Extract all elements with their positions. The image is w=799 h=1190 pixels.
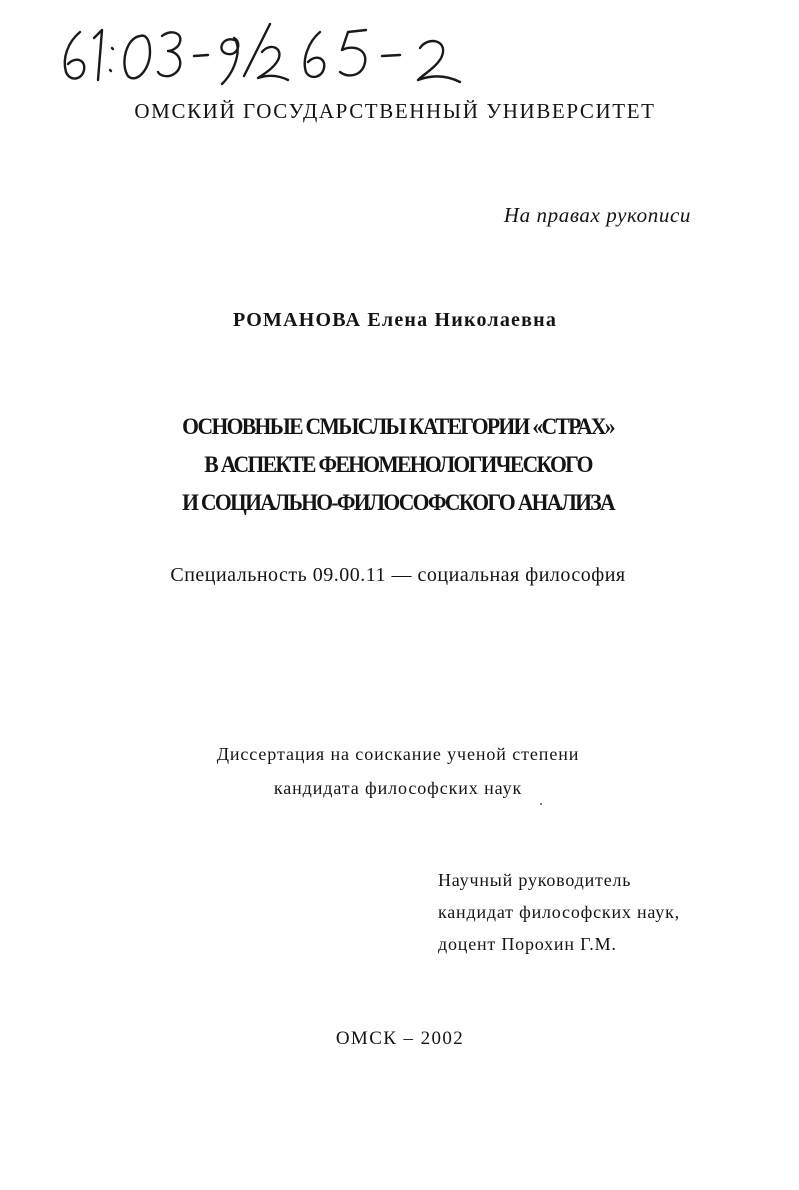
degree-statement-line: кандидата философских наук — [273, 778, 523, 798]
specialty-line: Специальность 09.00.11 — социальная философия — [170, 564, 626, 586]
supervisor-line: Научный руководитель — [438, 870, 632, 890]
title-line: В АСПЕКТЕ ФЕНОМЕНОЛОГИЧЕСКОГО — [204, 452, 592, 477]
scan-speck — [540, 803, 542, 805]
supervisor-line: кандидат философских наук, — [438, 902, 680, 922]
dissertation-title — [24, 408, 772, 522]
degree-statement — [0, 737, 796, 805]
degree-statement-line: Диссертация на соискание ученой степени — [216, 744, 580, 764]
manuscript-rights-note: На правах рукописи — [503, 203, 691, 227]
title-line: ОСНОВНЫЕ СМЫСЛЫ КАТЕГОРИИ «СТРАХ» — [182, 414, 614, 439]
scientific-supervisor — [438, 864, 680, 960]
title-line: И СОЦИАЛЬНО-ФИЛОСОФСКОГО АНАЛИЗА — [182, 490, 614, 515]
handwritten-catalog-number-drawing — [58, 18, 478, 88]
university-name: ОМСКИЙ ГОСУДАРСТВЕННЫЙ УНИВЕРСИТЕТ — [134, 99, 656, 123]
supervisor-line: доцент Порохин Г.М. — [438, 934, 617, 954]
handwritten-catalog-number — [58, 18, 478, 88]
city-and-year: ОМСК – 2002 — [335, 1028, 465, 1049]
author-name: РОМАНОВА Елена Николаевна — [232, 309, 558, 331]
